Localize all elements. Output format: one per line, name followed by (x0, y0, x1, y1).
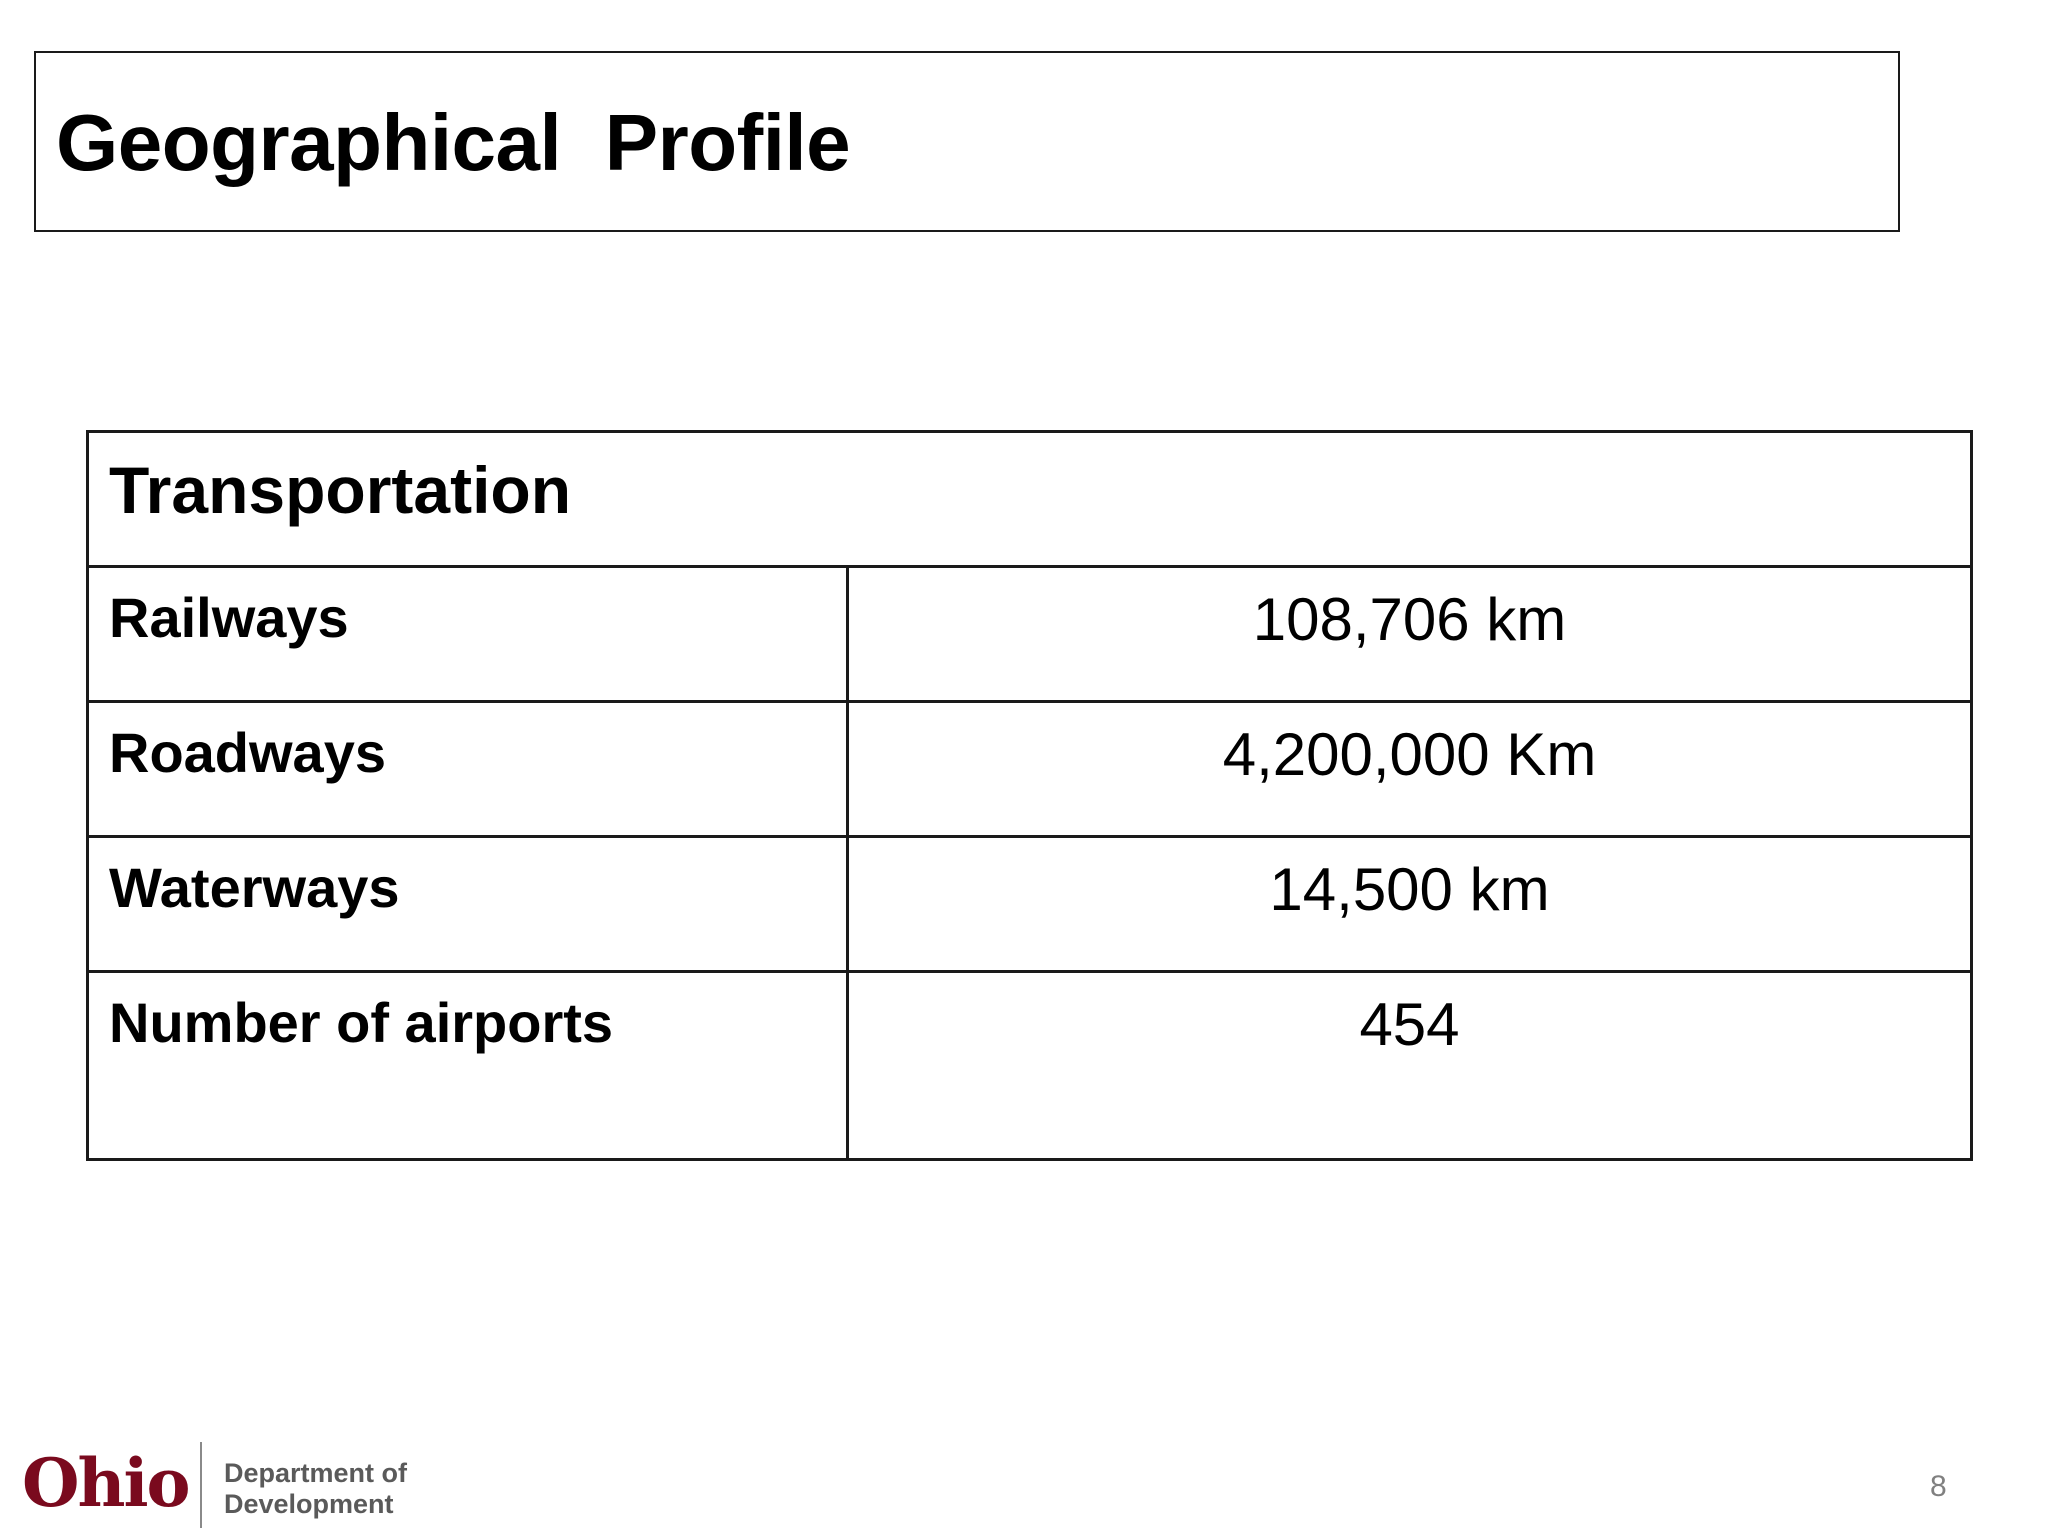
department-name (224, 1458, 407, 1520)
row-label-cell (88, 972, 848, 1160)
row-value-cell (848, 567, 1972, 702)
department-line-1: Department of (224, 1458, 408, 1488)
row-value: 108,706 km (1252, 586, 1567, 653)
row-label: Waterways (109, 856, 400, 919)
row-value-cell (848, 972, 1972, 1160)
row-value: 14,500 km (1269, 856, 1550, 923)
ohio-logo-word: Ohio (22, 1444, 189, 1522)
row-label-cell (88, 837, 848, 972)
department-line-2: Development (224, 1489, 394, 1520)
row-label: Railways (109, 586, 349, 649)
row-value-cell (848, 702, 1972, 837)
row-label: Roadways (109, 721, 386, 784)
page-number: 8 (1930, 1470, 1947, 1503)
transportation-table (86, 430, 1973, 1161)
row-label: Number of airports (109, 991, 614, 1054)
ohio-development-logo (22, 1442, 442, 1532)
table-row (88, 702, 1972, 837)
logo-divider (200, 1442, 202, 1528)
row-value-cell (848, 837, 1972, 972)
table-row (88, 837, 1972, 972)
table-row (88, 567, 1972, 702)
table-header-cell (88, 432, 1972, 567)
table-header-row (88, 432, 1972, 567)
row-label-cell (88, 567, 848, 702)
table-header: Transportation (109, 453, 572, 527)
title-box (34, 51, 1900, 232)
row-label-cell (88, 702, 848, 837)
row-value: 4,200,000 Km (1222, 721, 1597, 788)
row-value: 454 (1359, 991, 1460, 1058)
table-row (88, 972, 1972, 1160)
slide-title: Geographical Profile (56, 98, 851, 187)
